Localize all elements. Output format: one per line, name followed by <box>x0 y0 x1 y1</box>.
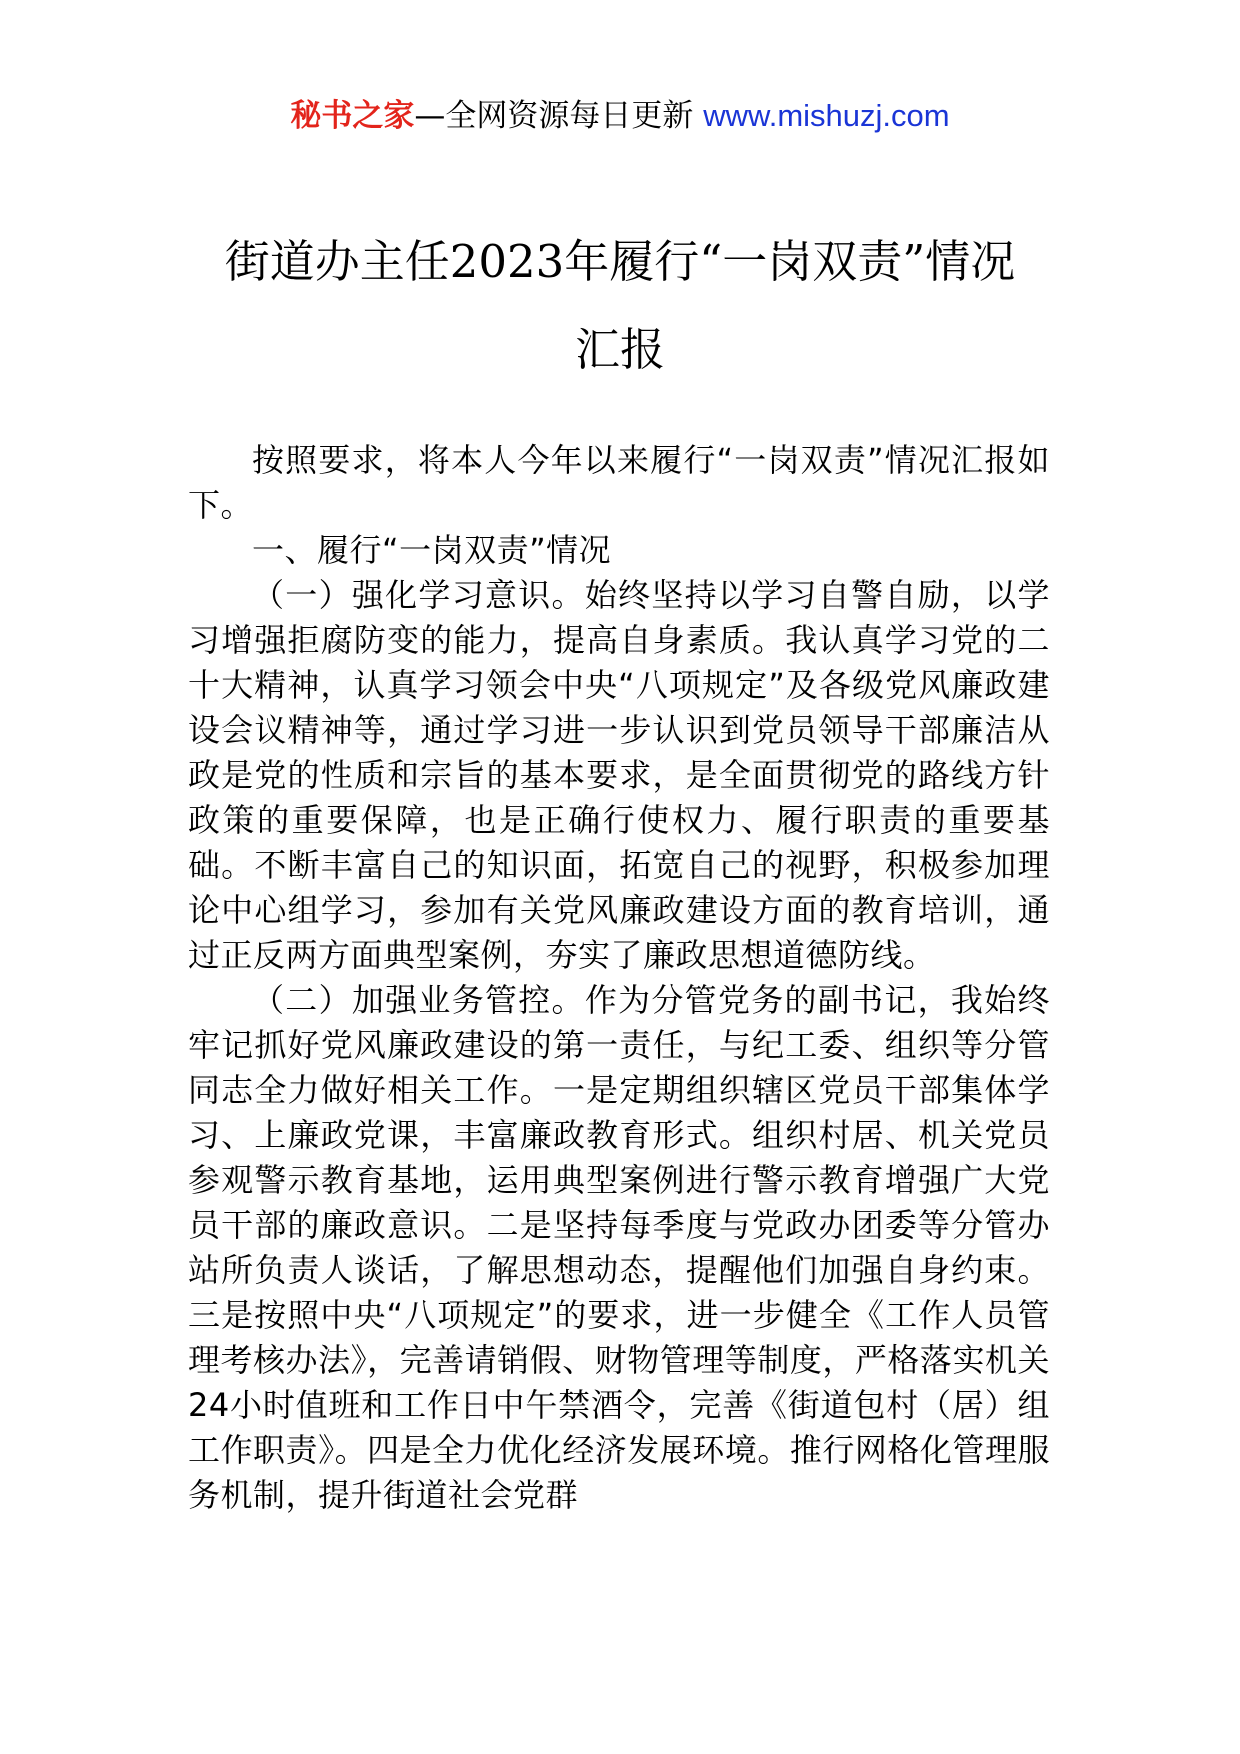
body-paragraph: （一）强化学习意识。始终坚持以学习自警自励，以学习增强拒腐防变的能力，提高自身素质。我认真学习党的二十大精神，认真学习领会中央“八项规定”及各级党风廉政建设会议精神等，通过学习进一步认识到党员领导干部廉洁从政是党的性质和宗旨的基本要求，是全面贯彻党的路线方针政策的重要保障，也是正确行使权力、履行职责的重要基础。不断丰富自己的知识面，拓宽自己的视野，积极参加理论中心组学习，参加有关党风廉政建设方面的教育培训，通过正反两方面典型案例，夯实了廉政思想道德防线。 <box>188 576 1050 974</box>
section-heading: 一、履行“一岗双责”情况 <box>252 531 612 569</box>
document-title-line-2: 汇报 <box>574 323 665 376</box>
body-paragraph: （二）加强业务管控。作为分管党务的副书记，我始终牢记抓好党风廉政建设的第一责任，与纪工委、组织等分管同志全力做好相关工作。一是定期组织辖区党员干部集体学习、上廉政党课，丰富廉政教育形式。组织村居、机关党员参观警示教育基地，运用典型案例进行警示教育增强广大党员干部的廉政意识。二是坚持每季度与党政办团委等分管办站所负责人谈话，了解思想动态，提醒他们加强自身约束。三是按照中央“八项规定”的要求，进一步健全《工作人员管理考核办法》，完善请销假、财物管理等制度，严格落实机关24小时值班和工作日中午禁酒令，完善《街道包村（居）组工作职责》。四是全力优化经济发展环境。推行网格化管理服务机制，提升街道社会党群 <box>188 981 1050 1514</box>
site-banner <box>0 96 1240 136</box>
banner-tagline: —全网资源每日更新 <box>414 98 694 134</box>
document-title <box>160 218 1080 394</box>
document-title-line-1: 街道办主任2023年履行“一岗双责”情况 <box>224 235 1016 288</box>
intro-paragraph: 按照要求，将本人今年以来履行“一岗双责”情况汇报如下。 <box>188 441 1050 524</box>
document-body <box>188 438 1050 1518</box>
brand-name: 秘书之家 <box>290 98 415 134</box>
banner-url-link[interactable]: www.mishuzj.com <box>703 98 950 133</box>
